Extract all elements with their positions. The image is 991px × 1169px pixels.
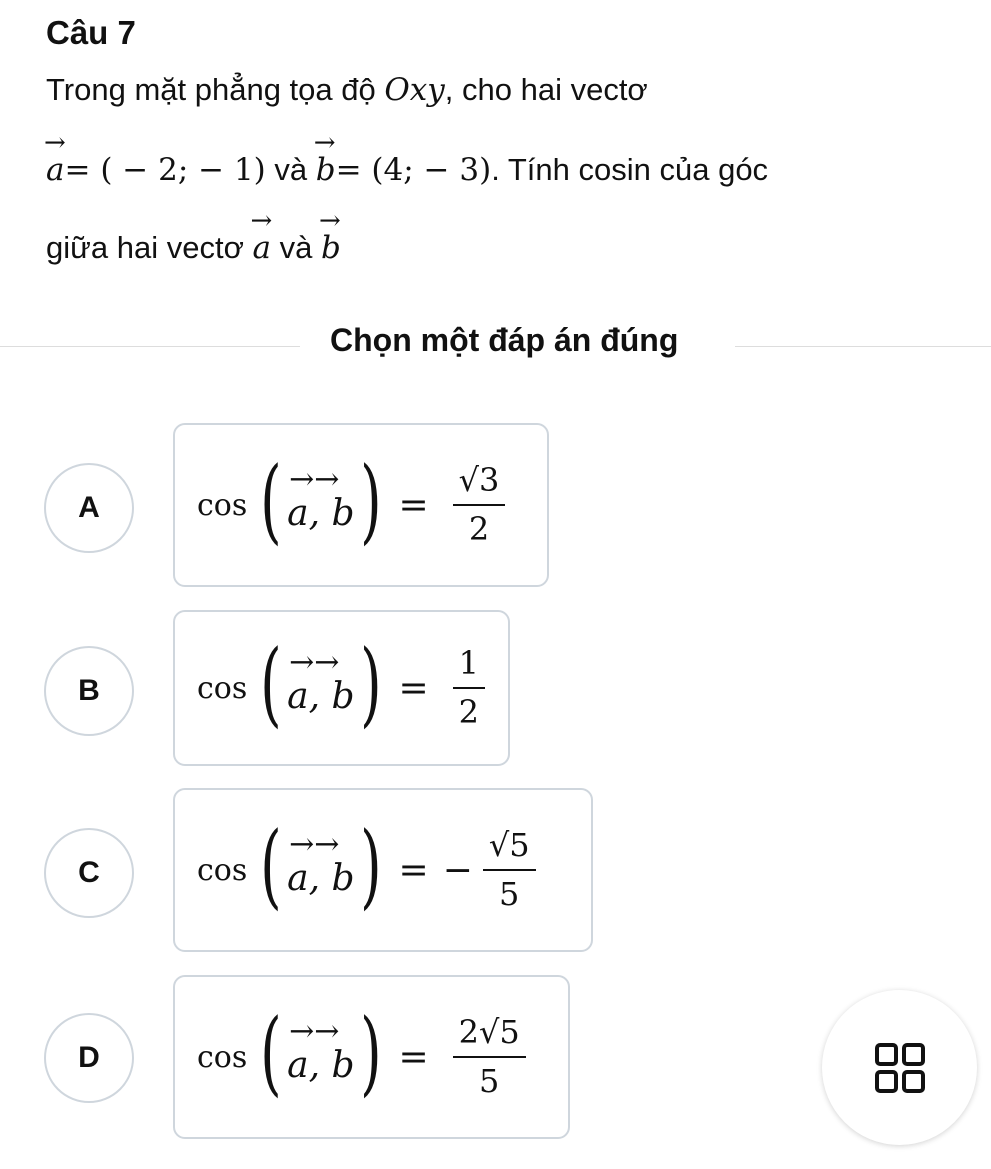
vector-b-value: = (4; − 3) bbox=[335, 152, 492, 188]
question-line-3 bbox=[46, 206, 341, 266]
question-grid-button[interactable] bbox=[822, 990, 977, 1145]
question-text: . Tính cosin của góc bbox=[491, 152, 769, 187]
choose-answer-label: Chọn một đáp án đúng bbox=[330, 322, 679, 358]
question-text: giữa hai vectơ bbox=[46, 230, 253, 265]
vector-b: → b bbox=[313, 128, 336, 188]
grid-icon bbox=[874, 1042, 926, 1094]
vector-b: → b bbox=[318, 206, 341, 266]
coordinate-system: Oxy bbox=[384, 72, 445, 108]
option-b-letter[interactable]: B bbox=[44, 646, 134, 736]
question-title: Câu 7 bbox=[46, 14, 136, 51]
vector-a-value: = ( − 2; − 1) bbox=[64, 152, 266, 188]
vector-a: → a bbox=[44, 128, 66, 188]
option-a-answer[interactable] bbox=[173, 423, 549, 587]
option-a-letter[interactable]: A bbox=[44, 463, 134, 553]
divider bbox=[0, 346, 300, 347]
question-line-1 bbox=[46, 72, 648, 108]
formula: cos ( →→ a, b ) = $\frac{√3}{2}$ bbox=[197, 425, 505, 585]
option-c-letter[interactable]: C bbox=[44, 828, 134, 918]
formula: cos ( →→ a, b ) = − $\frac{√5}{5}$ bbox=[197, 790, 536, 950]
divider bbox=[735, 346, 991, 347]
question-text: và bbox=[271, 230, 321, 265]
question-text: , cho hai vectơ bbox=[444, 72, 648, 107]
option-d-answer[interactable] bbox=[173, 975, 570, 1139]
question-text: và bbox=[265, 152, 316, 187]
vector-a: → a bbox=[250, 206, 273, 266]
option-c-answer[interactable] bbox=[173, 788, 593, 952]
question-line-2 bbox=[44, 128, 769, 188]
formula: cos ( →→ a, b ) = $\frac{1}{2}$ bbox=[197, 612, 485, 764]
question-text: Trong mặt phẳng tọa độ bbox=[46, 72, 385, 107]
option-d-letter[interactable]: D bbox=[44, 1013, 134, 1103]
formula: cos ( →→ a, b ) = $\frac{2√5}{5}$ bbox=[197, 977, 526, 1137]
option-b-answer[interactable] bbox=[173, 610, 510, 766]
